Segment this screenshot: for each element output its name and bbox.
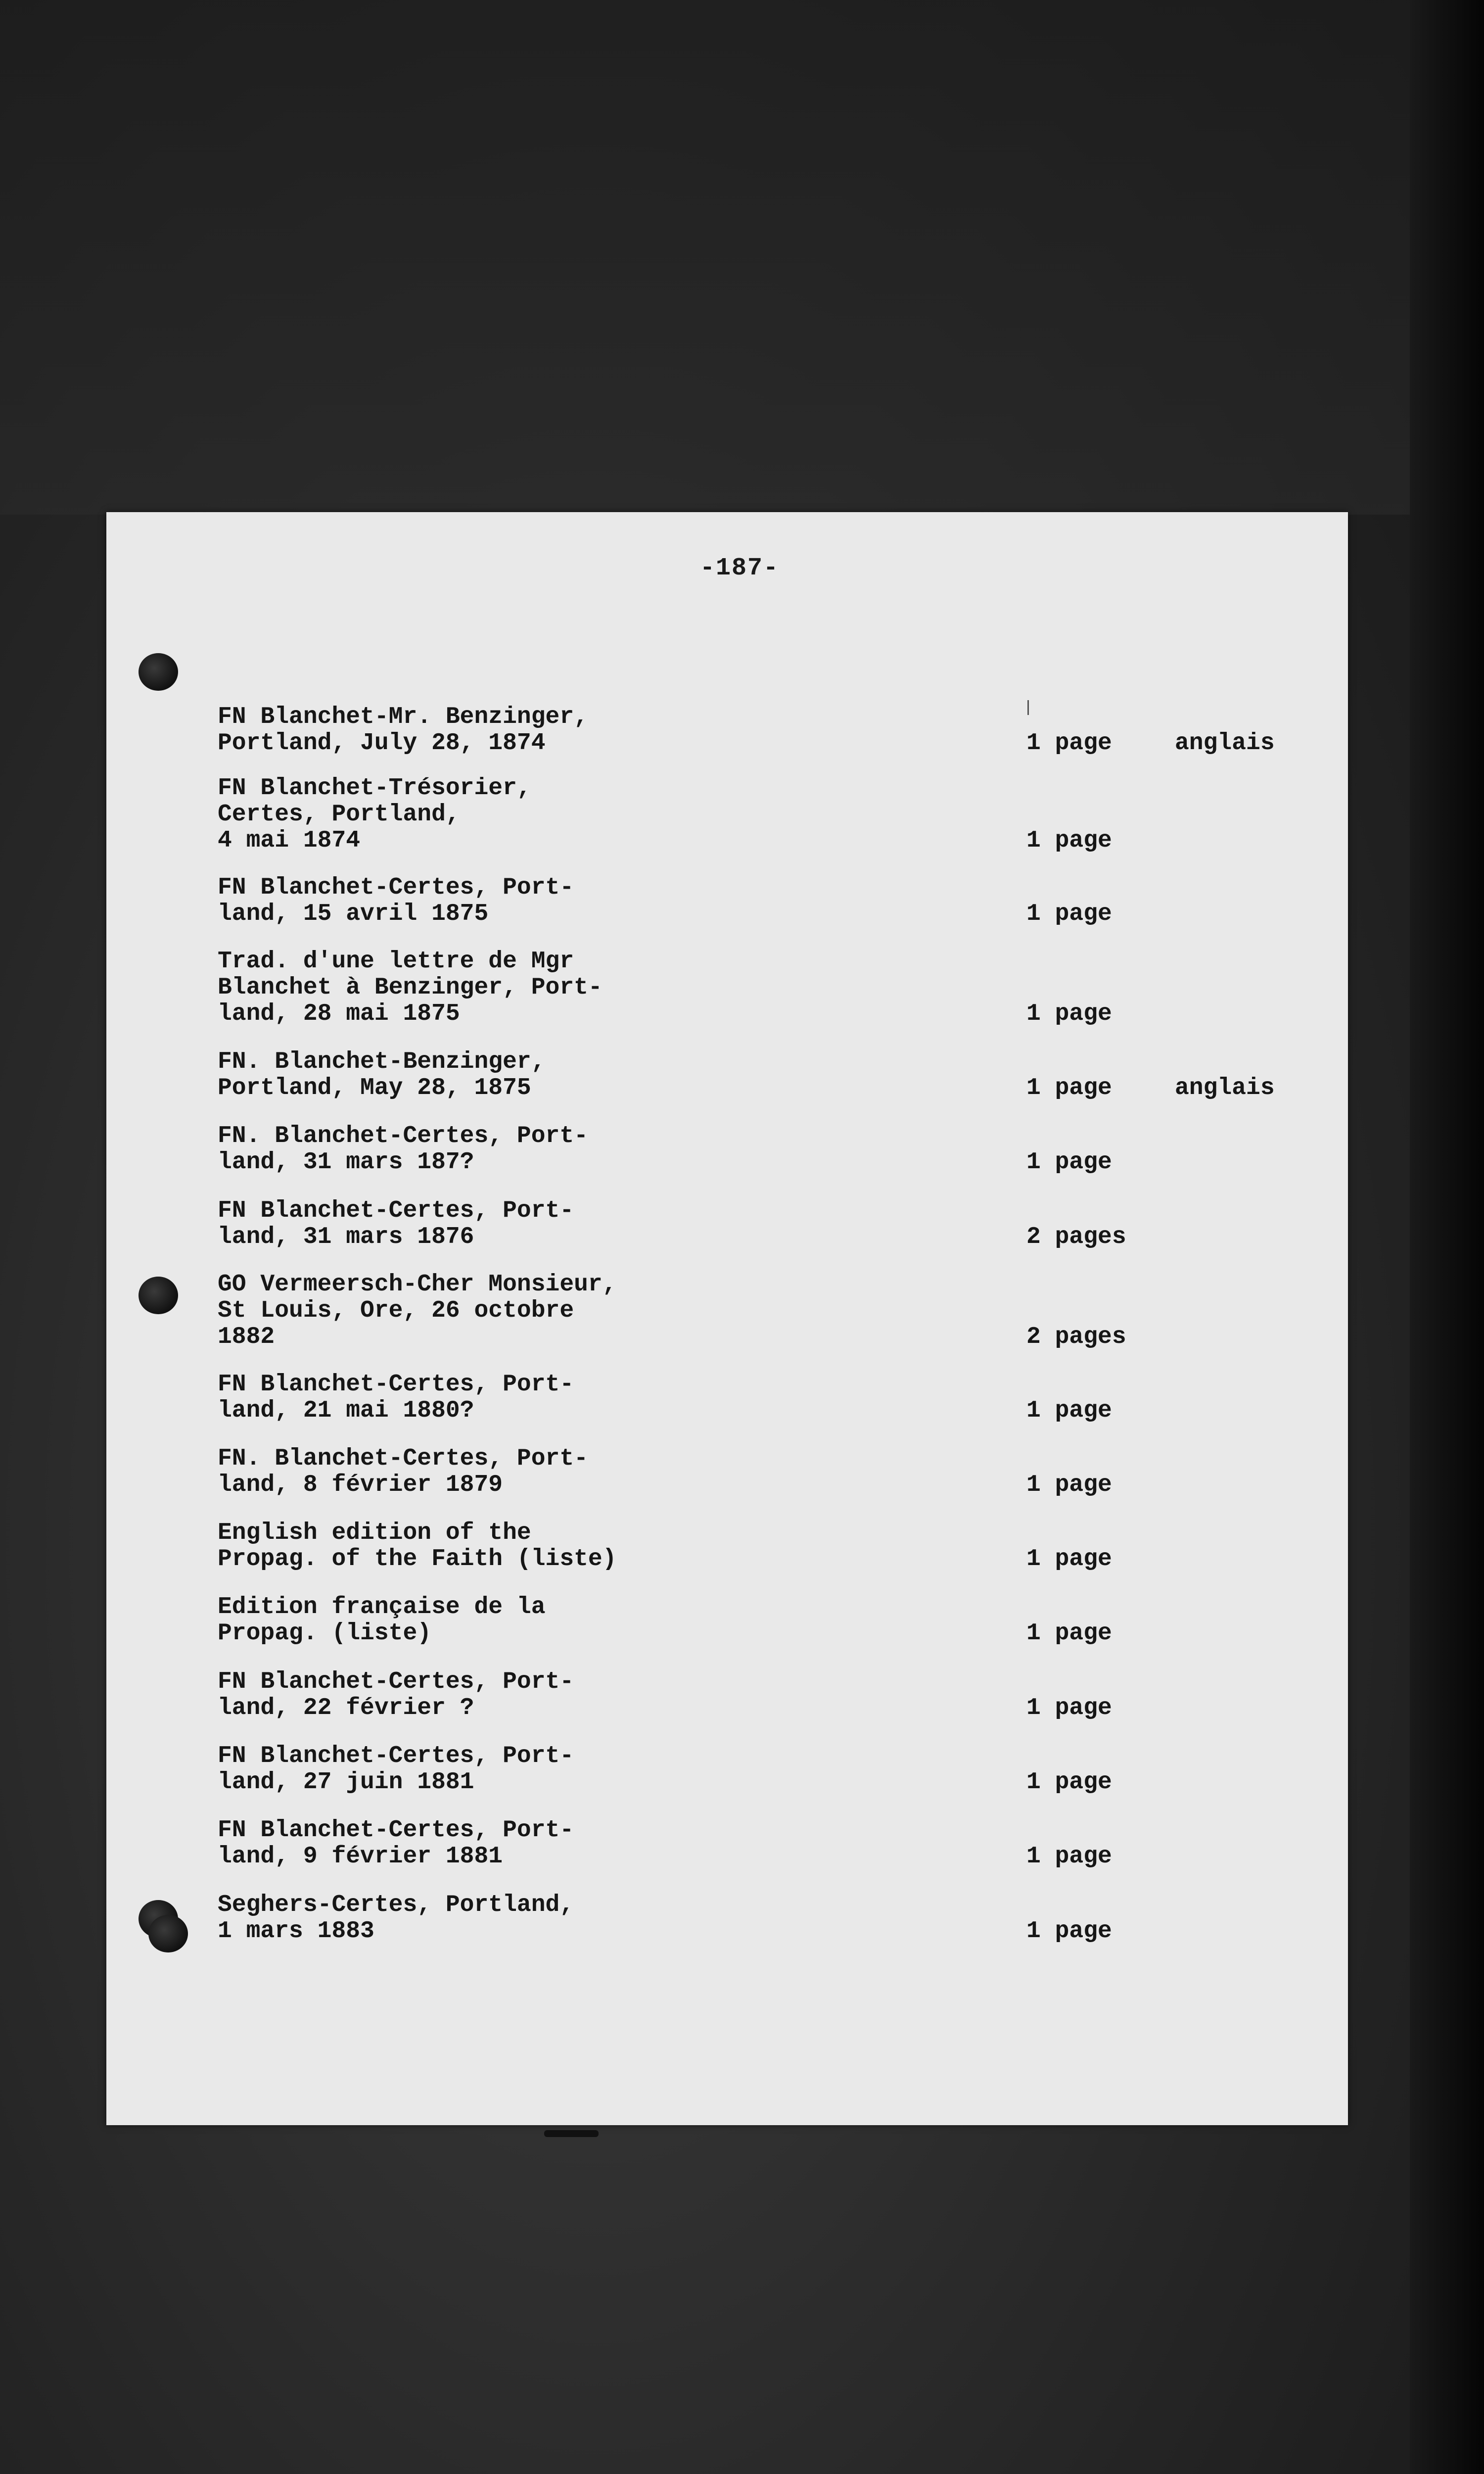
entry-page-count: 1 page: [1026, 901, 1112, 927]
entry-description: FN Blanchet-Certes, Port- land, 27 juin 1881: [218, 1743, 574, 1796]
page-number: -187-: [700, 554, 780, 582]
scanner-background-top: [0, 0, 1484, 515]
entry-page-count: 1 page: [1026, 1843, 1112, 1870]
punch-hole-icon: [139, 1277, 178, 1314]
entry-description: GO Vermeersch-Cher Monsieur, St Louis, Ore, 26 octobre 1882: [218, 1271, 617, 1350]
punch-hole-icon: [148, 1915, 188, 1952]
entry-description: FN Blanchet-Certes, Port- land, 31 mars 1876: [218, 1197, 574, 1250]
entry-description: FN Blanchet-Certes, Port- land, 22 février ?: [218, 1668, 574, 1721]
entry-page-count: 2 pages: [1026, 1224, 1126, 1250]
entry-page-count: 1 page: [1026, 1620, 1112, 1647]
punch-hole-icon: [139, 653, 178, 691]
entry-page-count: 2 pages: [1026, 1324, 1126, 1350]
entry-description: FN. Blanchet-Benzinger, Portland, May 28, 1875: [218, 1048, 546, 1101]
entry-description: English edition of the Propag. of the Faith (liste): [218, 1520, 617, 1572]
entry-description: FN. Blanchet-Certes, Port- land, 31 mars 187?: [218, 1123, 588, 1176]
entry-description: FN Blanchet-Certes, Port- land, 21 mai 1880?: [218, 1371, 574, 1424]
pen-mark: [1027, 700, 1029, 715]
scanner-edge-shadow: [1410, 0, 1484, 2474]
entry-description: Trad. d'une lettre de Mgr Blanchet à Benzinger, Port- land, 28 mai 1875: [218, 948, 603, 1027]
entry-language: anglais: [1175, 730, 1275, 757]
entry-page-count: 1 page: [1026, 730, 1112, 757]
entry-page-count: 1 page: [1026, 827, 1112, 854]
entry-description: Seghers-Certes, Portland, 1 mars 1883: [218, 1892, 574, 1945]
page-clip-mark: [544, 2130, 599, 2137]
entry-language: anglais: [1175, 1075, 1275, 1101]
entry-page-count: 1 page: [1026, 1918, 1112, 1945]
entry-page-count: 1 page: [1026, 1075, 1112, 1101]
entry-page-count: 1 page: [1026, 1546, 1112, 1572]
entry-page-count: 1 page: [1026, 1472, 1112, 1498]
entry-description: FN. Blanchet-Certes, Port- land, 8 février 1879: [218, 1445, 588, 1498]
entry-description: FN Blanchet-Certes, Port- land, 9 février 1881: [218, 1817, 574, 1870]
document-sheet: [106, 512, 1348, 2125]
entry-page-count: 1 page: [1026, 1695, 1112, 1721]
entry-description: Edition française de la Propag. (liste): [218, 1594, 546, 1647]
entry-description: FN Blanchet-Certes, Port- land, 15 avril 1875: [218, 874, 574, 927]
entry-page-count: 1 page: [1026, 1769, 1112, 1796]
entry-page-count: 1 page: [1026, 1149, 1112, 1176]
entry-description: FN Blanchet-Mr. Benzinger, Portland, July 28, 1874: [218, 704, 588, 757]
entry-page-count: 1 page: [1026, 1397, 1112, 1424]
entry-description: FN Blanchet-Trésorier, Certes, Portland, 4 mai 1874: [218, 775, 531, 854]
entry-page-count: 1 page: [1026, 1000, 1112, 1027]
